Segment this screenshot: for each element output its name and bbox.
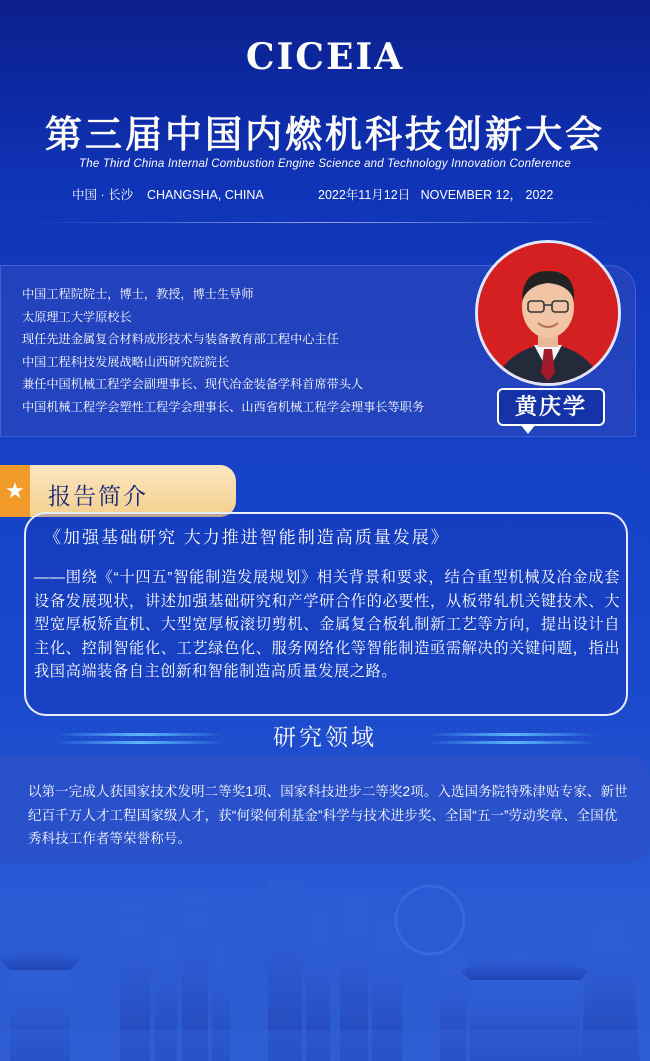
speaker-bio-list [22, 283, 424, 418]
page-title: 第三届中国内燃机科技创新大会 [45, 113, 605, 156]
star-icon: ★ [0, 465, 30, 517]
report-body: ——围绕《“十四五”智能制造发展规划》相关背景和要求，结合重型机械及冶金成套设备发展现状，讲述加强基础研究和产学研合作的必要性，从板带轧机关键技术、大型宽厚板矫直机、大型宽厚板滚切剪机、金属复合板轧制新工艺等方向，提出设计自主化、控制智能化、工艺绿色化、服务网络化等智能制造亟需解决的关键问题，指出我国高端装备自主创新和智能制造高质量发展之路。 [34, 569, 620, 680]
english-subtitle: The Third China Internal Combustion Engine Science and Technology Innovation Conference [79, 158, 571, 170]
speaker-portrait-icon [475, 240, 621, 386]
date-text: 2022年11月12日 NOVEMBER 12， 2022 [318, 188, 554, 202]
bio-line: 太原理工大学原校长 [22, 309, 132, 324]
location-text: 中国 · 长沙 CHANGSHA, CHINA [72, 188, 264, 202]
research-body: 以第一完成人获国家技术发明二等奖1项、国家科技进步二等奖2项。入选国务院特殊津贴专家、新世纪百千万人才工程国家级人才，获“何梁何利基金”科学与技术进步奖、全国“五一”劳动奖章、全国优秀科技工作者等荣誉称号。 [28, 784, 628, 846]
header-divider [28, 222, 622, 223]
name-bubble-tail [520, 424, 536, 434]
bio-line: 现任先进金属复合材料成形技术与装备教育部工程中心主任 [22, 332, 339, 346]
bio-line: 中国机械工程学会塑性工程学会理事长、山西省机械工程学会理事长等职务 [22, 399, 425, 414]
speaker-name: 黄庆学 [497, 388, 605, 426]
bio-line: 中国工程科技发展战略山西研究院院长 [22, 354, 230, 369]
bio-line: 兼任中国机械工程学会副理事长、现代冶金装备学科首席带头人 [22, 377, 364, 391]
report-section-title: 报告简介 [48, 484, 148, 510]
bio-line: 中国工程院院士，博士，教授，博士生导师 [22, 287, 254, 301]
city-skyline-icon [0, 860, 650, 1061]
report-title: 《加强基础研究 大力推进智能制造高质量发展》 [44, 528, 450, 547]
conference-logo: CICEIA [245, 36, 405, 78]
research-section-title: 研究领域 [273, 724, 377, 750]
